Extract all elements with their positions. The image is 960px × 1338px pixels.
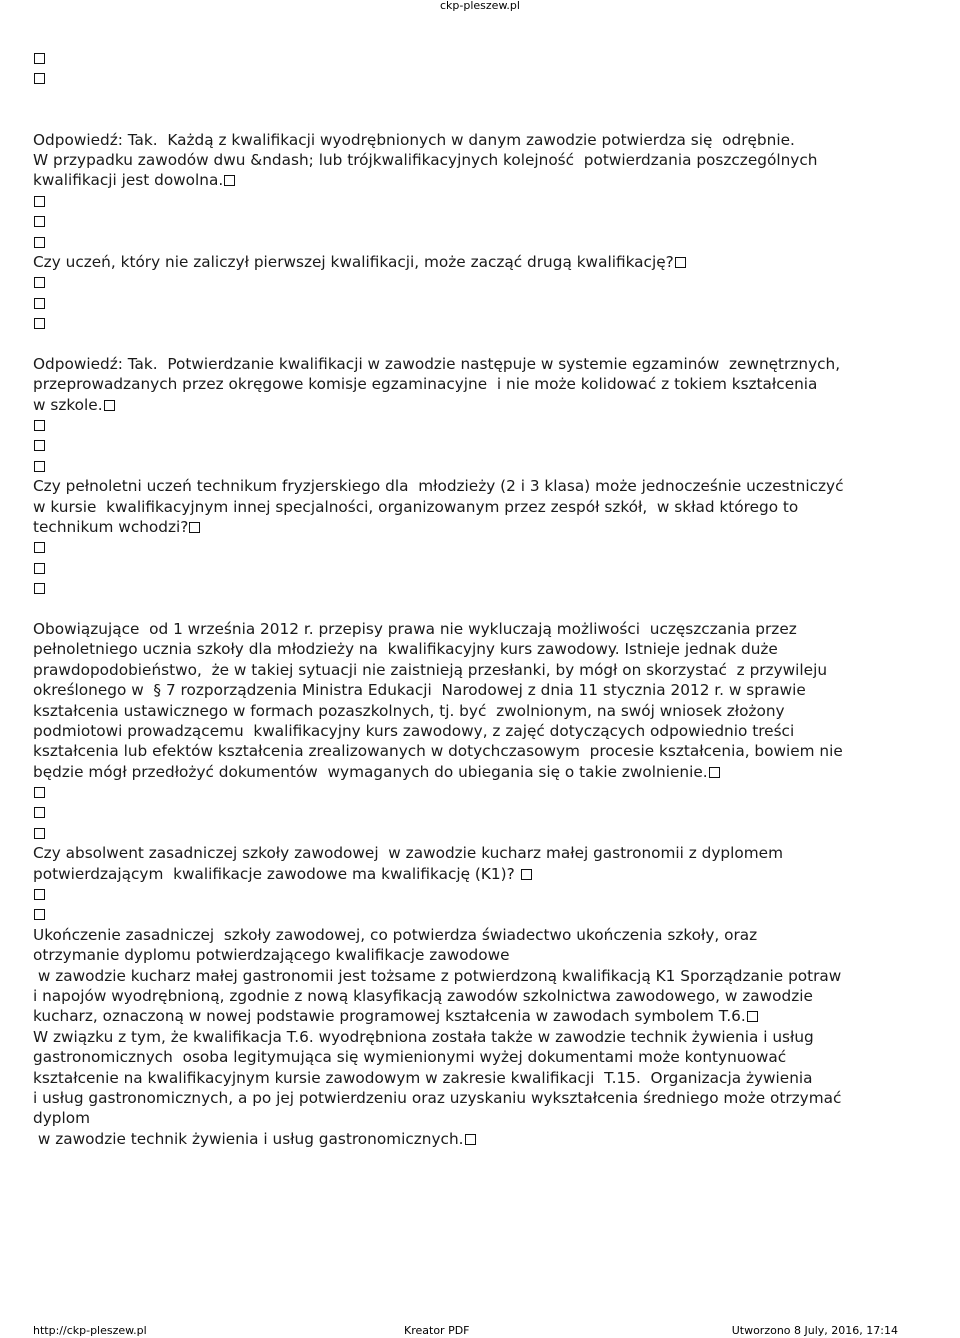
blank-line [33,333,933,353]
text-line [33,191,933,211]
text-line [33,1068,933,1088]
text-line [33,517,933,537]
text-line [33,639,933,659]
text-line [33,884,933,904]
text-line-content: będzie mógł przedłożyć dokumentów wymaganych do ubiegania się o takie zwolnienie. [33,762,708,781]
missing-glyph-box-icon [34,216,45,227]
blank-line [33,109,933,129]
text-line-content: określonego w § 7 rozporządzenia Ministra Edukacji Narodowej z dnia 11 stycznia 2012 r. w sprawie [33,681,806,700]
missing-glyph-box-icon [104,400,115,411]
header-site-name: ckp-pleszew.pl [440,0,520,12]
text-line [33,558,933,578]
text-line-content: potwierdzającym kwalifikacje zawodowe ma kwalifikację (K1)? [33,864,520,883]
text-line [33,986,933,1006]
text-line [33,904,933,924]
text-line-content: kształcenia lub efektów kształcenia zrealizowanych w dotychczasowym procesie kształcenia, bowiem nie [33,742,843,761]
missing-glyph-box-icon [34,277,45,288]
text-line-content: i napojów wyodrębnioną, zgodnie z nową klasyfikacją zawodów szkolnictwa zawodowego, w zawodzie [33,986,813,1005]
text-line-content: Czy uczeń, który nie zaliczył pierwszej kwalifikacji, może zacząć drugą kwalifikację? [33,252,674,271]
text-line [33,762,933,782]
text-line-content: gastronomicznych osoba legitymująca się wymienionymi wyżej dokumentami może kontynuować [33,1048,787,1067]
text-line [33,68,933,88]
missing-glyph-box-icon [709,767,720,778]
text-line-content: podmiotowi prowadzącemu kwalifikacyjny kurs zawodowy, z zajęć dotyczących odpowiednio treści [33,721,795,740]
missing-glyph-box-icon [34,298,45,309]
text-line-content: Czy pełnoletni uczeń technikum fryzjerskiego dla młodzieży (2 i 3 klasa) może jednocześnie uczestniczyć [33,477,844,496]
text-line-content: kucharz, oznaczoną w nowej podstawie programowej kształcenia w zawodach symbolem T.6. [33,1007,746,1026]
text-line [33,823,933,843]
document-body [33,48,933,1149]
page-footer [0,1324,960,1338]
text-line [33,537,933,557]
text-line-content: W związku z tym, że kwalifikacja T.6. wyodrębniona została także w zawodzie technik żywienia i usług [33,1027,814,1046]
text-line-content: Ukończenie zasadniczej szkoły zawodowej, co potwierdza świadectwo ukończenia szkoły, oraz [33,925,758,944]
missing-glyph-box-icon [34,237,45,248]
text-line [33,802,933,822]
missing-glyph-box-icon [34,461,45,472]
text-line-content: kształcenie na kwalifikacyjnym kursie zawodowym w zakresie kwalifikacji T.15. Organizacja żywienia [33,1068,813,1087]
text-line [33,1006,933,1026]
missing-glyph-box-icon [34,53,45,64]
text-line-content: pełnoletniego ucznia szkoły dla młodzieży na kwalifikacyjny kurs zawodowy. Istnieje jednak duże [33,640,778,659]
text-line [33,660,933,680]
missing-glyph-box-icon [521,869,532,880]
text-line-content: Czy absolwent zasadniczej szkoły zawodowej w zawodzie kucharz małej gastronomii z dyplomem [33,844,783,863]
text-line [33,925,933,945]
text-line [33,415,933,435]
missing-glyph-box-icon [34,73,45,84]
text-line [33,293,933,313]
text-line [33,966,933,986]
text-line [33,721,933,741]
text-line [33,578,933,598]
missing-glyph-box-icon [34,889,45,900]
missing-glyph-box-icon [34,420,45,431]
missing-glyph-box-icon [34,909,45,920]
text-line [33,864,933,884]
text-line-content: W przypadku zawodów dwu &ndash; lub trójkwalifikacyjnych kolejność potwierdzania poszczególnych [33,150,818,169]
footer-url: http://ckp-pleszew.pl [33,1324,147,1337]
missing-glyph-box-icon [34,807,45,818]
text-line [33,313,933,333]
text-line [33,374,933,394]
missing-glyph-box-icon [747,1011,758,1022]
page-header [0,0,960,12]
blank-line [33,599,933,619]
footer-generator: Kreator PDF [404,1324,470,1337]
missing-glyph-box-icon [34,828,45,839]
text-line-content: i usług gastronomicznych, a po jej potwierdzeniu oraz uzyskaniu wykształcenia średniego może otrzymać [33,1088,842,1107]
text-line [33,1027,933,1047]
text-line [33,150,933,170]
text-line-content: otrzymanie dyplomu potwierdzającego kwalifikacje zawodowe [33,946,510,965]
text-line-content: dyplom [33,1109,90,1128]
missing-glyph-box-icon [34,196,45,207]
missing-glyph-box-icon [189,522,200,533]
text-line [33,211,933,231]
text-line-content: w zawodzie technik żywienia i usług gastronomicznych. [33,1129,464,1148]
text-line [33,782,933,802]
missing-glyph-box-icon [34,318,45,329]
text-line [33,476,933,496]
missing-glyph-box-icon [34,787,45,798]
missing-glyph-box-icon [465,1134,476,1145]
text-line-content: w kursie kwalifikacyjnym innej specjalności, organizowanym przez zespół szkół, w skład którego to [33,497,799,516]
text-line [33,945,933,965]
footer-created: Utworzono 8 July, 2016, 17:14 [731,1324,898,1337]
text-line-content: w zawodzie kucharz małej gastronomii jest tożsame z potwierdzoną kwalifikacją K1 Sporządzanie potraw [33,966,842,985]
blank-line [33,89,933,109]
text-line [33,170,933,190]
text-line-content: technikum wchodzi? [33,517,189,536]
text-line [33,252,933,272]
text-line [33,1047,933,1067]
text-line [33,272,933,292]
text-line [33,456,933,476]
text-line-content: przeprowadzanych przez okręgowe komisje egzaminacyjne i nie może kolidować z tokiem kształcenia [33,375,818,394]
text-line [33,435,933,455]
text-line-content: Odpowiedź: Tak. Potwierdzanie kwalifikacji w zawodzie następuje w systemie egzaminów zewnętrznych, [33,354,841,373]
text-line-content: kształcenia ustawicznego w formach pozaszkolnych, tj. być zwolnionym, na swój wniosek złożony [33,701,785,720]
text-line [33,1129,933,1149]
text-line [33,701,933,721]
missing-glyph-box-icon [224,175,235,186]
text-line [33,1108,933,1128]
missing-glyph-box-icon [34,440,45,451]
text-line [33,1088,933,1108]
missing-glyph-box-icon [34,583,45,594]
missing-glyph-box-icon [675,257,686,268]
text-line [33,497,933,517]
text-line [33,843,933,863]
text-line [33,48,933,68]
text-line [33,395,933,415]
text-line [33,741,933,761]
text-line [33,354,933,374]
text-line [33,680,933,700]
text-line-content: Odpowiedź: Tak. Każdą z kwalifikacji wyodrębnionych w danym zawodzie potwierdza się odrębnie. [33,130,795,149]
text-line [33,619,933,639]
text-line-content: prawdopodobieństwo, że w takiej sytuacji nie zaistnieją przesłanki, by mógł on skorzystać z przywileju [33,660,828,679]
missing-glyph-box-icon [34,542,45,553]
missing-glyph-box-icon [34,563,45,574]
text-line-content: kwalifikacji jest dowolna. [33,171,224,190]
text-line [33,232,933,252]
text-line-content: w szkole. [33,395,103,414]
text-line [33,130,933,150]
text-line-content: Obowiązujące od 1 września 2012 r. przepisy prawa nie wykluczają możliwości uczęszczania przez [33,619,797,638]
